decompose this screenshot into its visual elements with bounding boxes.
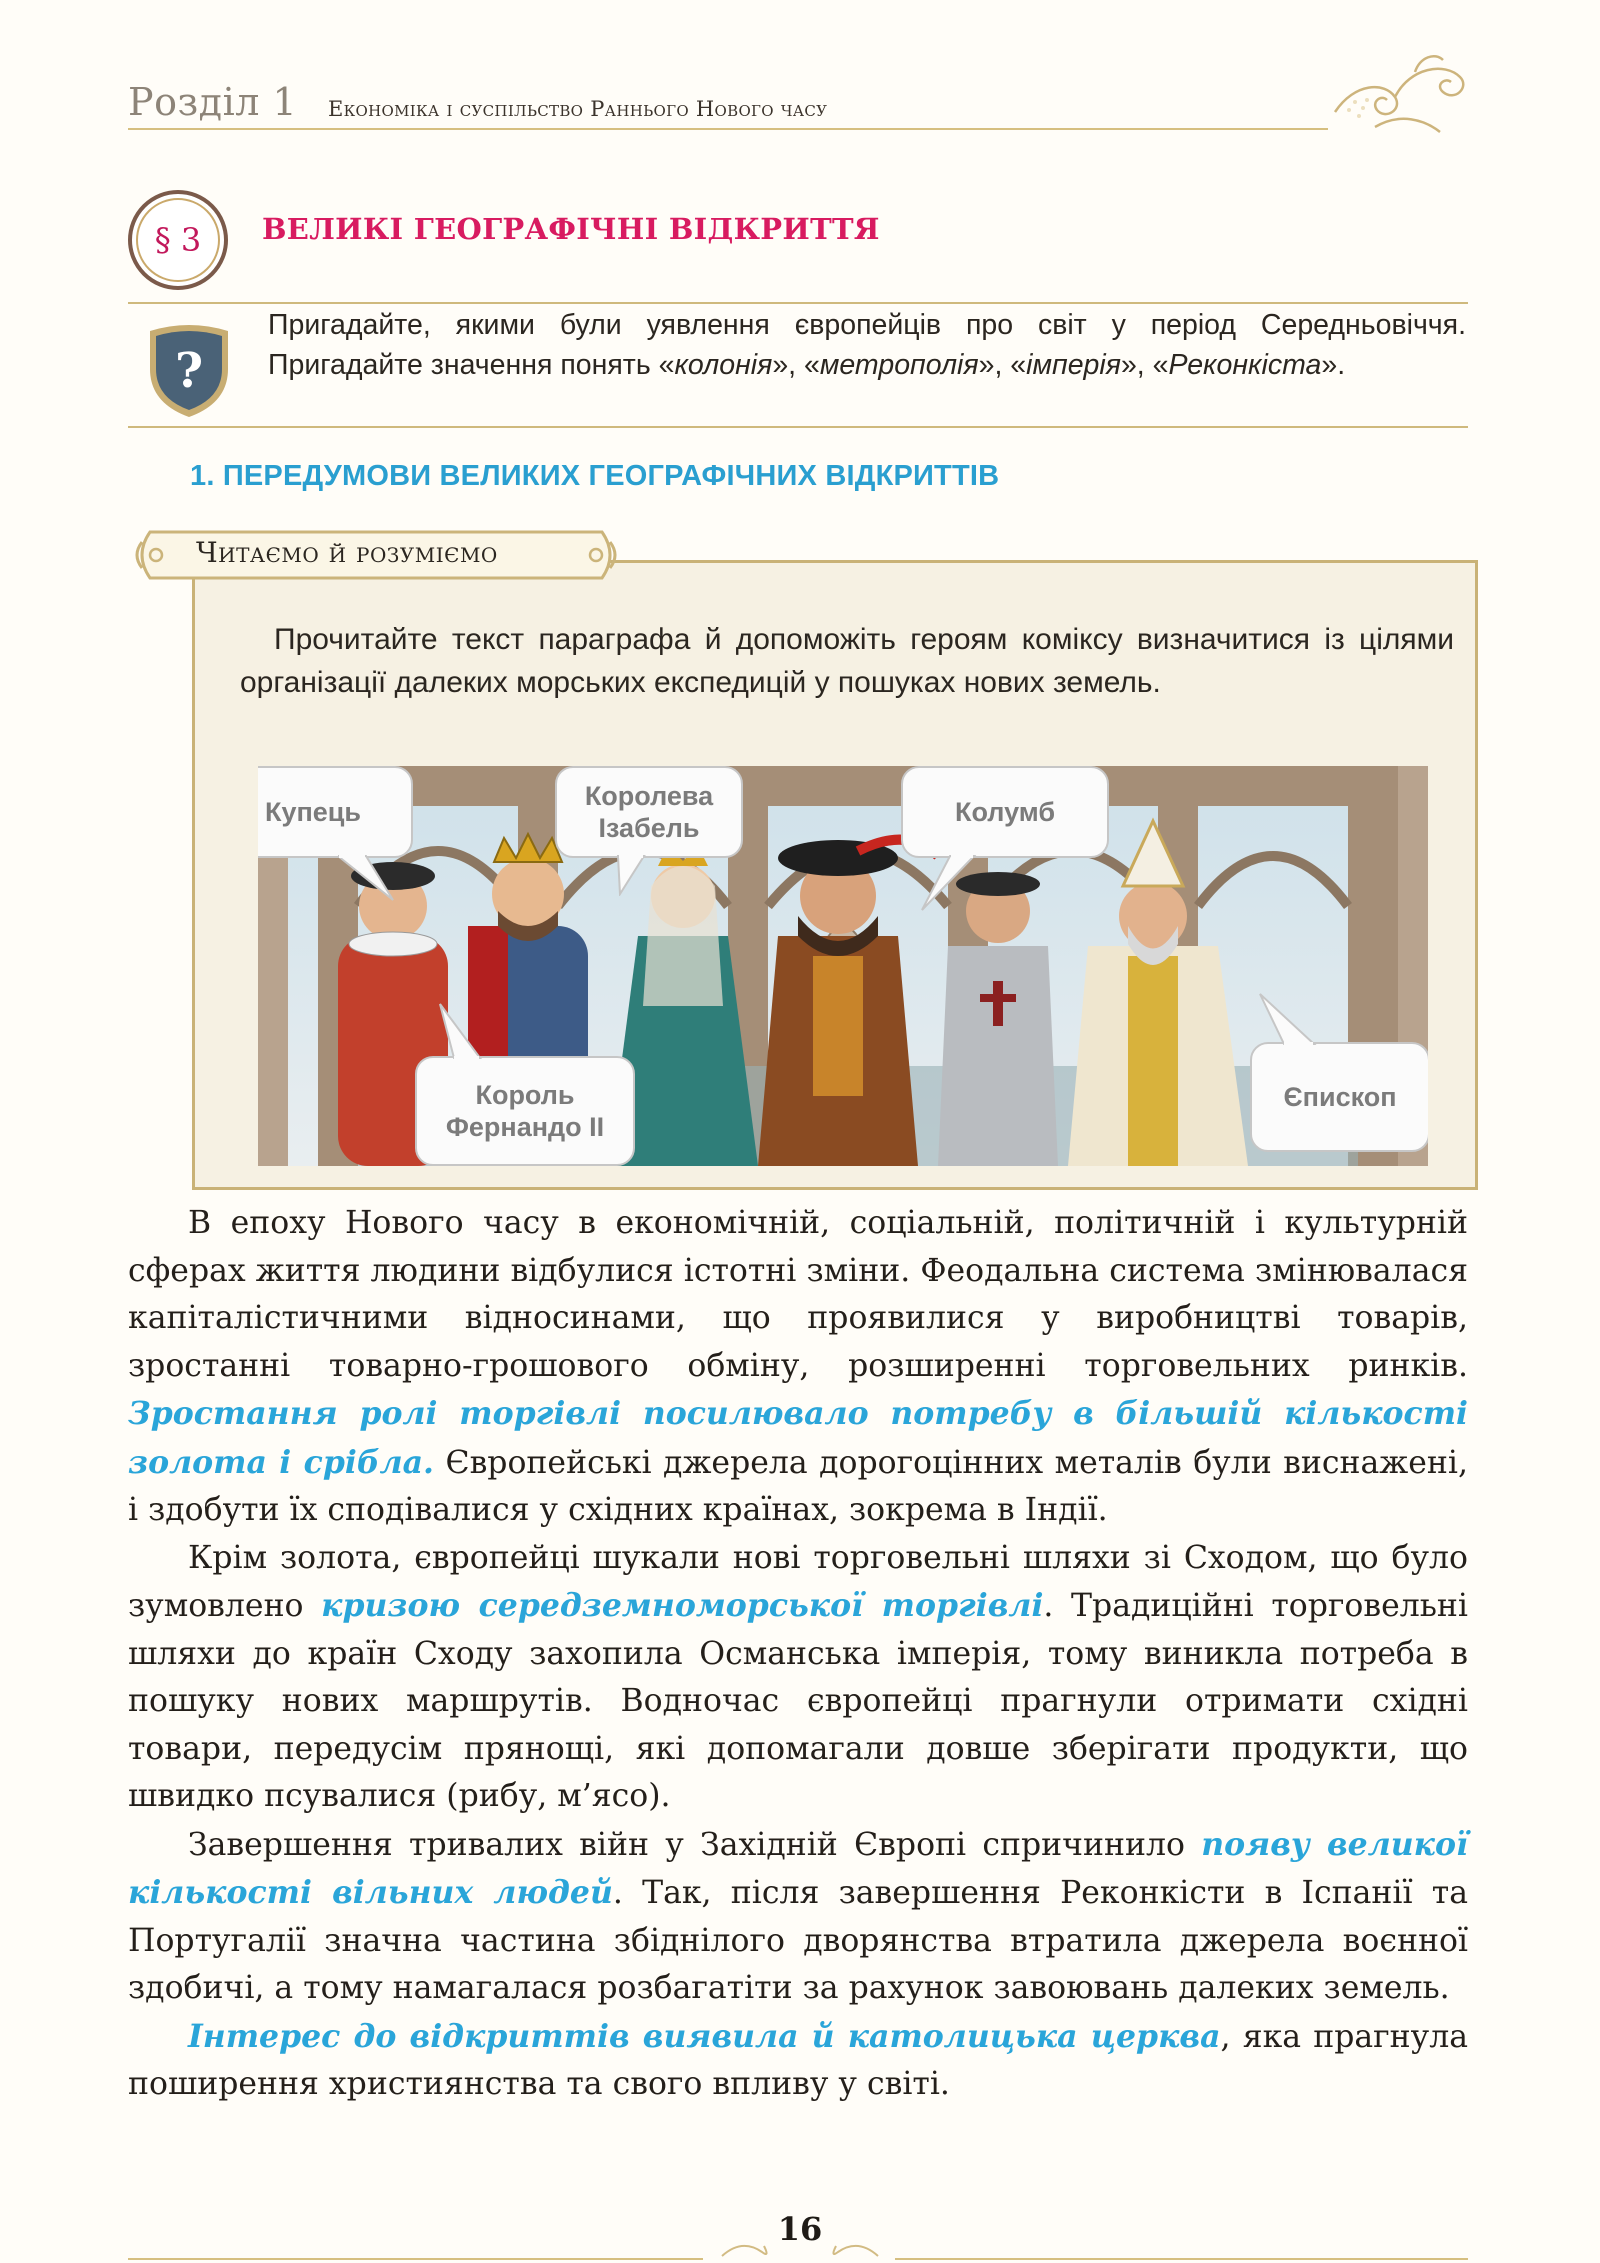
read-understand-label: Читаємо й розуміємо (196, 536, 498, 569)
footer-divider-left (128, 2258, 703, 2260)
paragraph-badge (128, 190, 228, 290)
bubble-tail-queen (614, 854, 654, 896)
svg-text:?: ? (174, 343, 204, 399)
body-paragraph-1: В епоху Нового часу в економічній, соціальній, політичній і культурній сферах життя людини відбулися істотні зміни. Феодальна система змінювалася капіталістичними відносинами, що проявилися у виробництві товарів, зростанні товарно-грошового обміну, розширенні торговельних ринків. Зростання ролі торгівлі посилювало потребу в більшій кількості золота і срібла. Європейські джерела дорогоцінних металів були виснажені, і здобути їх сподівалися у східних країнах, зокрема в Індії. (128, 1205, 1468, 1528)
body-paragraph-2: Крім золота, європейці шукали нові торговельні шляхи зі Сходом, що було зумовлено кризою середземноморської торгівлі. Традиційні торговельні шляхи до країн Сходу захопила Османська імперія, тому виникла потреба в пошуку нових маршрутів. Водночас європейці прагнули отримати східні товари, передусім прянощі, які допомагали довше зберігати продукти, що швидко псувалися (рибу, м’ясо). (128, 1539, 1468, 1814)
body-paragraph-3: Завершення тривалих війн у Західній Європі спричинило появу великої кількості вільних людей. Так, після завершення Реконкісти в Іспанії та Португалії значна частина збіднілого дворянства втратила джерела воєнної здобичі, а тому намагалася розбагатіти за рахунок завоювань далеких земель. (128, 1825, 1468, 2006)
term-reconquista: Реконкіста (1168, 349, 1322, 381)
speech-bubble-bishop: Єпископ (1250, 1042, 1428, 1152)
section-title: Економіка і суспільство Раннього Нового часу (328, 97, 828, 121)
page-number: 16 (777, 2210, 823, 2248)
reminder-divider-bottom (128, 426, 1468, 428)
read-task-text: Прочитайте текст параграфа й допоможіть героям коміксу визначитися із цілями організації далеких морських експедицій у пошуках нових земель. (240, 623, 1454, 699)
paragraph-title: ВЕЛИКІ ГЕОГРАФІЧНІ ВІДКРИТТЯ (262, 212, 880, 246)
bubble-tail-king (434, 1002, 484, 1060)
footer-divider-right (895, 2258, 1468, 2260)
reminder-text: Пригадайте, якими були уявлення європейців про світ у період Середньовіччя. Пригадайте значення понять «колонія», «метрополія», «імперія», «Реконкіста». (268, 309, 1466, 381)
section-subheading: 1. ПЕРЕДУМОВИ ВЕЛИКИХ ГЕОГРАФІЧНИХ ВІДКРИТТІВ (190, 460, 1000, 492)
main-text (128, 1200, 1468, 2109)
footer-ornament-icon (712, 2232, 888, 2262)
page-header (128, 78, 1468, 134)
section-label: Розділ 1 (128, 80, 298, 124)
bubble-tail-bishop (1258, 992, 1318, 1046)
header-ornament-icon (1315, 42, 1475, 142)
highlight-free-people: появу великої кількості вільних людей (128, 1825, 1468, 1911)
reminder-divider-top (128, 302, 1468, 304)
speech-bubble-king: Король Фернандо II (415, 1056, 635, 1166)
speech-bubble-columbus: Колумб (901, 766, 1109, 858)
highlight-mediterranean-crisis: кризою середземноморської торгівлі (321, 1587, 1044, 1624)
bubble-tail-columbus (918, 854, 978, 914)
speech-bubble-merchant: Купець (258, 766, 413, 858)
paragraph-number: § 3 (136, 198, 220, 282)
comic-illustration (258, 766, 1428, 1166)
term-metropolis: метрополія (819, 349, 979, 381)
highlight-catholic-church: Інтерес до відкриттів виявила й католицька церква (188, 2017, 1221, 2055)
term-empire: імперія (1026, 349, 1121, 381)
bubble-tail-merchant (338, 854, 398, 904)
body-paragraph-4: Інтерес до відкриттів виявила й католицька церква, яка прагнула поширення християнства та свого впливу у світі. (128, 2017, 1468, 2102)
speech-bubble-queen: Королева Ізабель (555, 766, 743, 858)
question-shield-icon (146, 323, 232, 419)
highlight-trade-gold: Зростання ролі торгівлі посилювало потребу в більшій кількості золота і срібла. (128, 1395, 1468, 1481)
header-divider (128, 128, 1328, 130)
term-colony: колонія (674, 349, 773, 381)
